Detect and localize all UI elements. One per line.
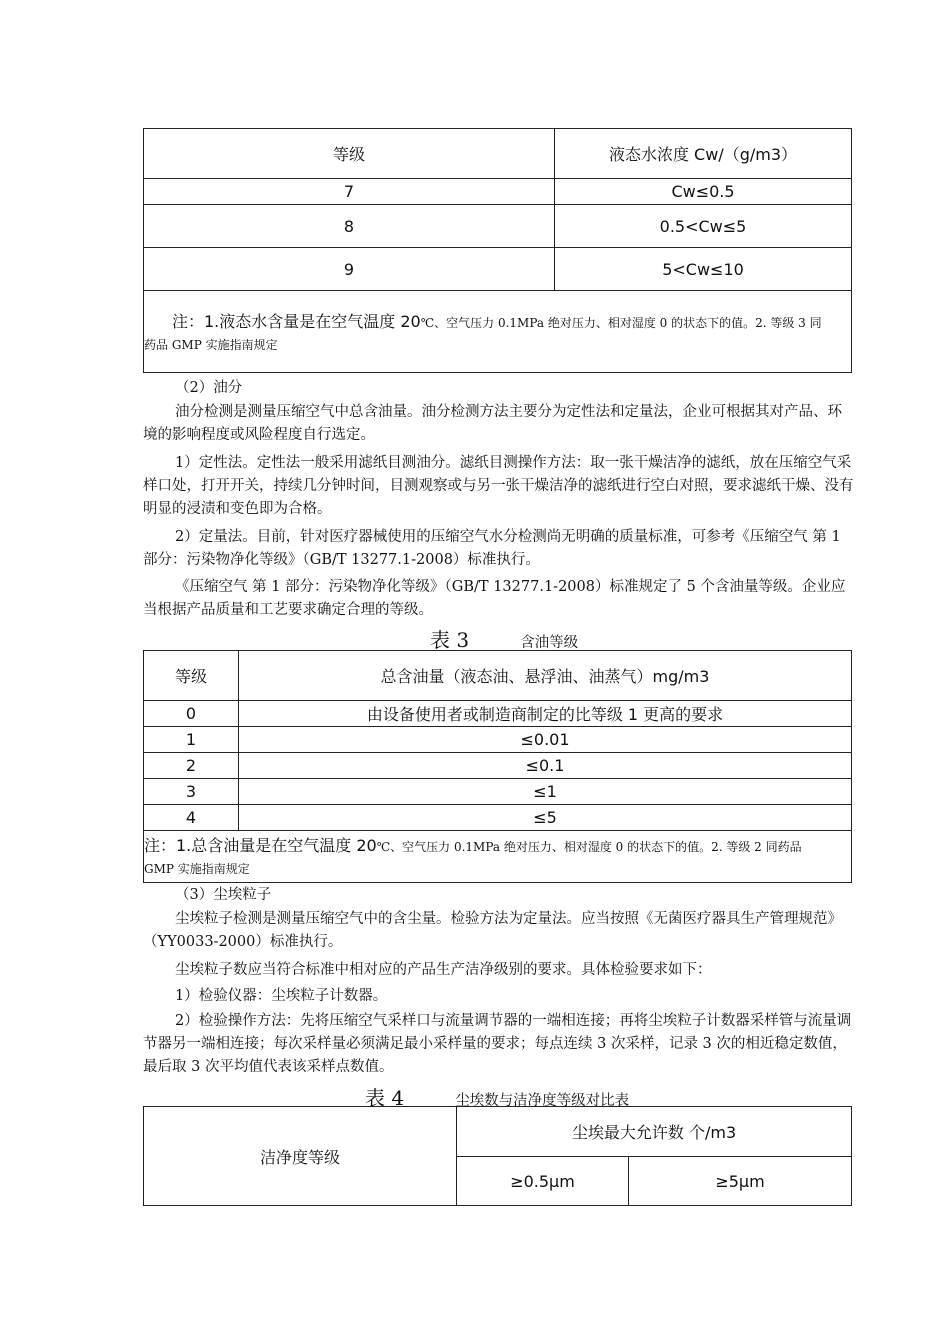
table-cell: 3 xyxy=(144,779,239,805)
paragraph: 油分检测是测量压缩空气中总含油量。油分检测方法主要分为定性法和定量法，企业可根据其对产品、环境的影响程度或风险程度自行选定。 xyxy=(143,404,842,443)
paragraph: 1）检验仪器：尘埃粒子计数器。 xyxy=(175,988,388,1004)
table-cell: 7 xyxy=(144,179,555,205)
paragraph: 尘埃粒子数应当符合标准中相对应的产品生产洁净级别的要求。具体检验要求如下： xyxy=(175,962,712,978)
table-cell: 9 xyxy=(144,248,555,291)
section-heading-oil: （2）油分 xyxy=(175,380,243,396)
paragraph: 尘埃粒子检测是测量压缩空气中的含尘量。检验方法为定量法。应当按照《无菌医疗器具生产管理规范》（YY0033-2000）标准执行。 xyxy=(143,911,842,950)
dust-cleanliness-table xyxy=(143,1106,852,1206)
table-cell: ≤5 xyxy=(239,805,852,831)
caption-number: 表 3 xyxy=(430,628,470,652)
table-note xyxy=(144,831,852,883)
table-cell: 5<Cw≤10 xyxy=(555,248,852,291)
table-cell: 由设备使用者或制造商制定的比等级 1 更高的要求 xyxy=(239,701,852,727)
note-line2: GMP 实施指南规定 xyxy=(144,862,250,876)
table-header-grade: 等级 xyxy=(144,651,239,701)
table-cell: 4 xyxy=(144,805,239,831)
table-header-grade: 等级 xyxy=(144,129,555,179)
paragraph: 2）定量法。目前，针对医疗器械使用的压缩空气水分检测尚无明确的质量标准，可参考《压缩空气 第 1 部分：污染物净化等级》（GB/T 13277.1-2008）标准执行。 xyxy=(143,529,841,568)
table-cell: ≤0.01 xyxy=(239,727,852,753)
water-content-table xyxy=(143,128,852,373)
table-header-total-oil: 总含油量（液态油、悬浮油、油蒸气）mg/m3 xyxy=(239,651,852,701)
caption-number: 表 4 xyxy=(365,1086,405,1110)
note-rest: ℃、空气压力 0.1MPa 绝对压力、相对湿度 0 的状态下的值。2. 等级 3 同 xyxy=(420,316,822,330)
note-lead: 注：1.总含油量是在空气温度 20 xyxy=(144,836,377,855)
table-cell: 0 xyxy=(144,701,239,727)
table-header-cleanliness-grade: 洁净度等级 xyxy=(144,1107,457,1206)
table-subheader-5um: ≥5μm xyxy=(629,1157,852,1206)
caption-title: 尘埃数与洁净度等级对比表 xyxy=(455,1093,630,1109)
table-cell: ≤1 xyxy=(239,779,852,805)
table-header-dust-max: 尘埃最大允许数 个/m3 xyxy=(457,1107,852,1157)
note-lead: 注：1.液态水含量是在空气温度 20 xyxy=(172,312,421,331)
table-cell: 8 xyxy=(144,205,555,248)
note-line2: 药品 GMP 实施指南规定 xyxy=(144,338,278,352)
table-cell: 1 xyxy=(144,727,239,753)
table-cell: 2 xyxy=(144,753,239,779)
note-rest: ℃、空气压力 0.1MPa 绝对压力、相对湿度 0 的状态下的值。2. 等级 2 同药品 xyxy=(376,840,802,854)
paragraph: 1）定性法。定性法一般采用滤纸目测油分。滤纸目测操作方法：取一张干燥洁净的滤纸，放在压缩空气采样口处，打开开关，持续几分钟时间，目测观察或与另一张干燥洁净的滤纸进行空白对照，要求滤纸干燥、没有明显的浸渍和变色即为合格。 xyxy=(143,455,854,517)
paragraph: 2）检验操作方法：先将压缩空气采样口与流量调节器的一端相连接；再将尘埃粒子计数器采样管与流量调节器另一端相连接；每次采样量必须满足最小采样量的要求；每点连续 3 次采样，记录 3 次的相近稳定数值，最后取 3 次平均值代表该采样点数值。 xyxy=(143,1013,852,1075)
table-caption xyxy=(430,624,578,653)
table-note xyxy=(144,291,852,373)
table-subheader-0-5um: ≥0.5μm xyxy=(457,1157,629,1206)
table-cell: 0.5<Cw≤5 xyxy=(555,205,852,248)
table-cell: ≤0.1 xyxy=(239,753,852,779)
paragraph: 《压缩空气 第 1 部分：污染物净化等级》（GB/T 13277.1-2008）标准规定了 5 个含油量等级。企业应当根据产品质量和工艺要求确定合理的等级。 xyxy=(143,579,846,618)
caption-title: 含油等级 xyxy=(520,635,579,651)
section-heading-dust: （3）尘埃粒子 xyxy=(175,887,272,903)
table-header-water-concentration: 液态水浓度 Cw/（g/m3） xyxy=(555,129,852,179)
table-cell: Cw≤0.5 xyxy=(555,179,852,205)
oil-content-table xyxy=(143,650,852,883)
